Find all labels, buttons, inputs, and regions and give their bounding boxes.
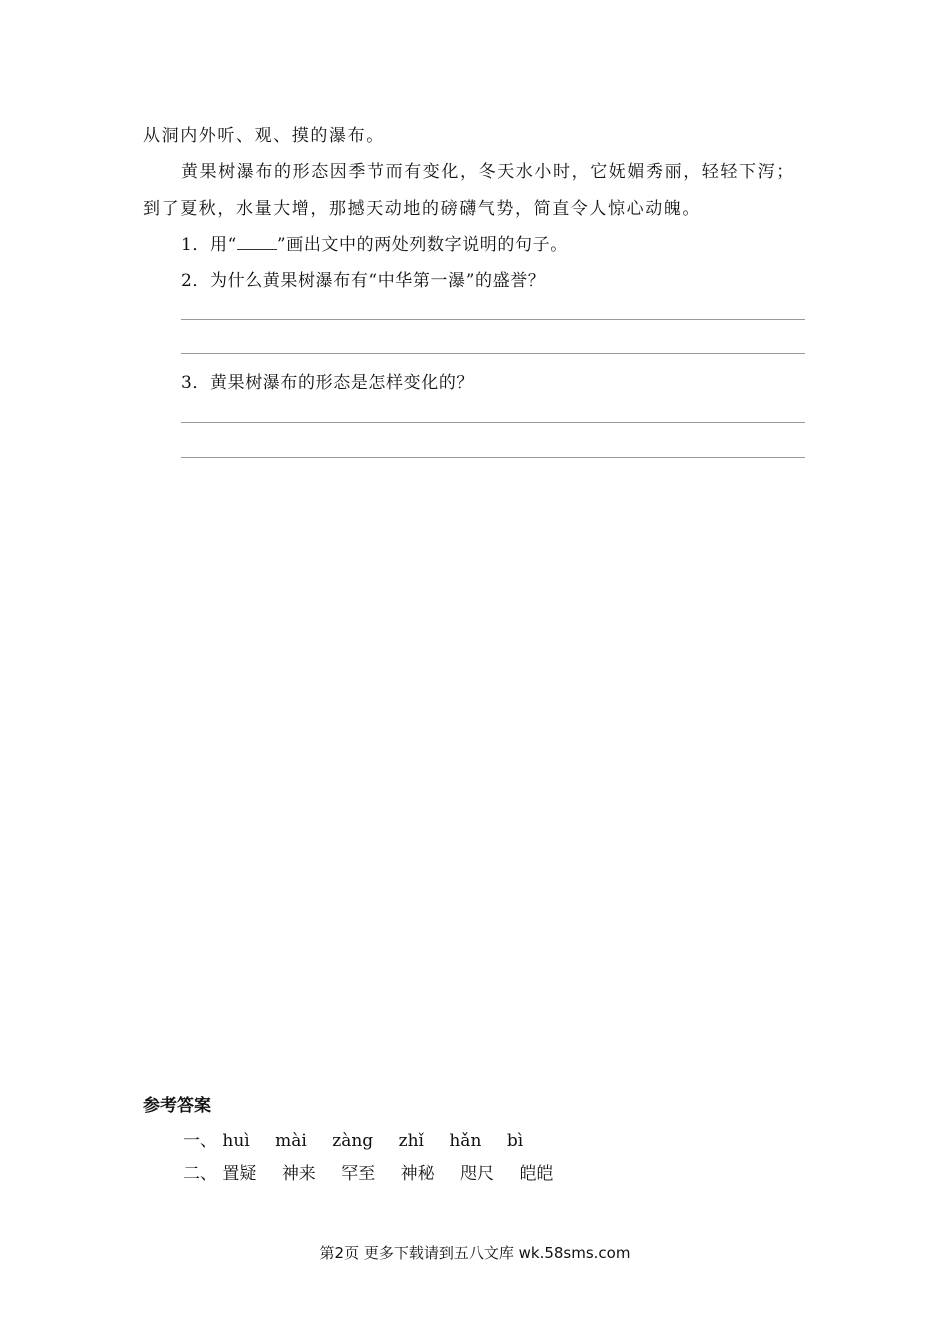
answer-line-q3-2[interactable] bbox=[181, 457, 805, 458]
answer-one-item: mài bbox=[275, 1131, 307, 1151]
answer-one-item: huì bbox=[222, 1131, 250, 1151]
answer-one-item: hǎn bbox=[449, 1131, 482, 1151]
answer-two-item: 咫尺 bbox=[460, 1164, 495, 1184]
question-1 bbox=[181, 233, 568, 257]
question-1-text-after: ”画出文中的两处列数字说明的句子。 bbox=[276, 235, 568, 255]
answer-line-q3-1[interactable] bbox=[181, 422, 805, 423]
answer-line-q2-1[interactable] bbox=[181, 319, 805, 320]
answer-one-item: zhǐ bbox=[398, 1131, 424, 1151]
question-1-text-before: 1．用“ bbox=[181, 235, 237, 255]
answer-two-item: 神秘 bbox=[400, 1164, 435, 1184]
answer-one bbox=[183, 1129, 543, 1153]
answer-two-item: 神来 bbox=[281, 1164, 316, 1184]
answer-two-item: 置疑 bbox=[222, 1164, 257, 1184]
answer-one-item: zàng bbox=[332, 1131, 374, 1151]
passage-line-3: 到了夏秋，水量大增，那撼天动地的磅礴气势，简直令人惊心动魄。 bbox=[143, 199, 701, 219]
answer-one-item: bì bbox=[506, 1131, 524, 1151]
footer-prefix: 第 bbox=[319, 1244, 335, 1262]
question-2: 2．为什么黄果树瀑布有“中华第一瀑”的盛誉？ bbox=[181, 271, 546, 291]
answer-two bbox=[183, 1162, 573, 1186]
underline-blank bbox=[237, 235, 277, 250]
page-footer bbox=[0, 1242, 950, 1264]
footer-suffix: 页 更多下载请到五八文库 wk.58sms.com bbox=[344, 1244, 631, 1262]
answer-two-item: 皑皑 bbox=[519, 1164, 554, 1184]
answer-two-label: 二、 bbox=[183, 1164, 217, 1184]
passage-line-1: 从洞内外听、观、摸的瀑布。 bbox=[143, 126, 385, 146]
question-3: 3．黄果树瀑布的形态是怎样变化的？ bbox=[181, 373, 475, 393]
passage-line-2: 黄果树瀑布的形态因季节而有变化，冬天水小时，它妩媚秀丽，轻轻下泻； bbox=[181, 162, 795, 182]
answer-two-item: 罕至 bbox=[341, 1164, 376, 1184]
answers-heading: 参考答案 bbox=[143, 1096, 211, 1116]
answer-line-q2-2[interactable] bbox=[181, 353, 805, 354]
footer-page-number: 2 bbox=[334, 1244, 345, 1262]
answer-one-label: 一、 bbox=[183, 1131, 217, 1151]
